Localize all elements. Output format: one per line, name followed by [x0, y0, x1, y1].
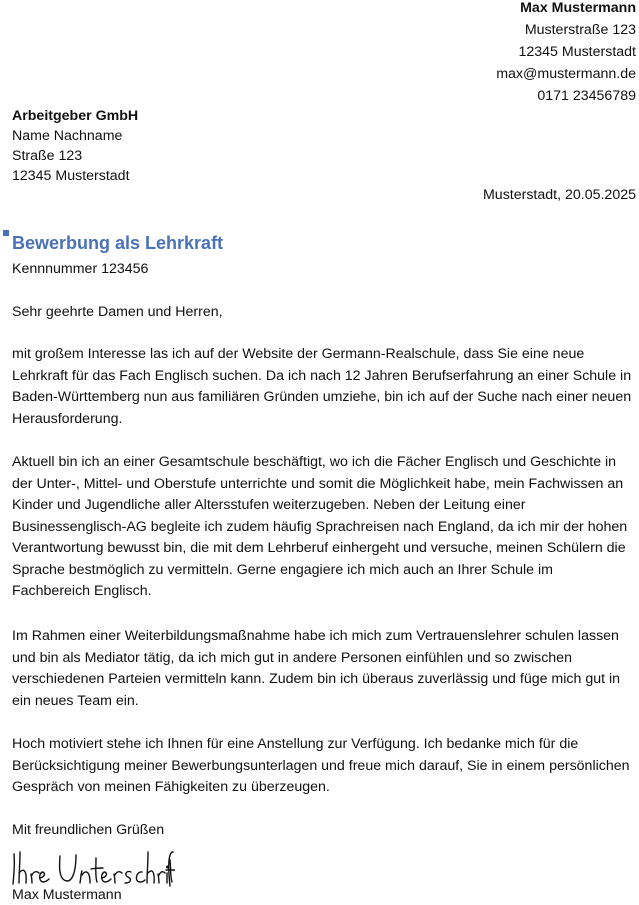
sender-city: 12345 Musterstadt: [518, 44, 636, 60]
sender-email: max@mustermann.de: [496, 66, 636, 82]
recipient-contact: Name Nachname: [12, 128, 123, 144]
sender-name: Max Mustermann: [520, 0, 636, 16]
recipient-company: Arbeitgeber GmbH: [12, 108, 139, 124]
sender-address-block: [496, 0, 636, 107]
reference-number: Kennnummer 123456: [12, 261, 149, 277]
accent-square-icon: [3, 230, 9, 236]
signer-name: Max Mustermann: [12, 887, 122, 903]
recipient-street: Straße 123: [12, 148, 83, 164]
body-paragraph-3: Im Rahmen einer Weiterbildungsmaßnahme habe ich mich zum Vertrauenslehrer schulen lassen und bin als Mediator tätig, da ich mich gut in andere Personen einfühlen und so zwischen verschiedenen Parteien vermitteln kann. Zudem bin ich überaus zuverlässig und füge mich gut in ein neues Team ein.: [12, 628, 621, 709]
closing-phrase: Mit freundlichen Grüßen: [12, 822, 165, 838]
recipient-city: 12345 Musterstadt: [12, 168, 130, 184]
date-line: Musterstadt, 20.05.2025: [482, 187, 636, 203]
sender-phone: 0171 23456789: [537, 88, 636, 104]
recipient-address-block: [12, 106, 138, 186]
body-paragraph-4: Hoch motiviert stehe ich Ihnen für eine Anstellung zur Verfügung. Ich bedanke mich für die Berücksichtigung meiner Bewerbungsunterlagen und freue mich darauf, Sie in einem persönlichen Gespräch von meinen Fähigkeiten zu überzeugen.: [12, 736, 630, 795]
body-paragraph-1: mit großem Interesse las ich auf der Website der Germann-Realschule, dass Sie eine neue Lehrkraft für das Fach Englisch suchen. Da ich nach 12 Jahren Berufserfahrung an einer Schule in Baden-Württemberg nun aus familiären Gründen umziehe, bin ich auf der Suche nach einer neuen Herausforderung.: [12, 346, 632, 427]
salutation: Sehr geehrte Damen und Herren,: [12, 304, 223, 320]
body-paragraph-2: Aktuell bin ich an einer Gesamtschule beschäftigt, wo ich die Fächer Englisch und Geschichte in der Unter-, Mittel- und Oberstufe unterrichte und somit die Möglichkeit habe, mein Fachwissen an Kinder und Jugendliche aller Altersstufen weiterzugeben. Neben der Leitung einer Businessenglisch-AG begleite ich zudem häufig Sprachreisen nach England, da ich mir der hohen Verantwortung bewusst bin, die mit dem Lehrberuf einhergeht und versuche, meinen Schülern die Sprache bestmöglich zu vermitteln. Gerne engagiere ich mich auch an Ihrer Schule im Fachbereich Englisch.: [12, 454, 628, 599]
letter-subject: Bewerbung als Lehrkraft: [12, 233, 224, 253]
sender-street: Musterstraße 123: [524, 22, 636, 38]
